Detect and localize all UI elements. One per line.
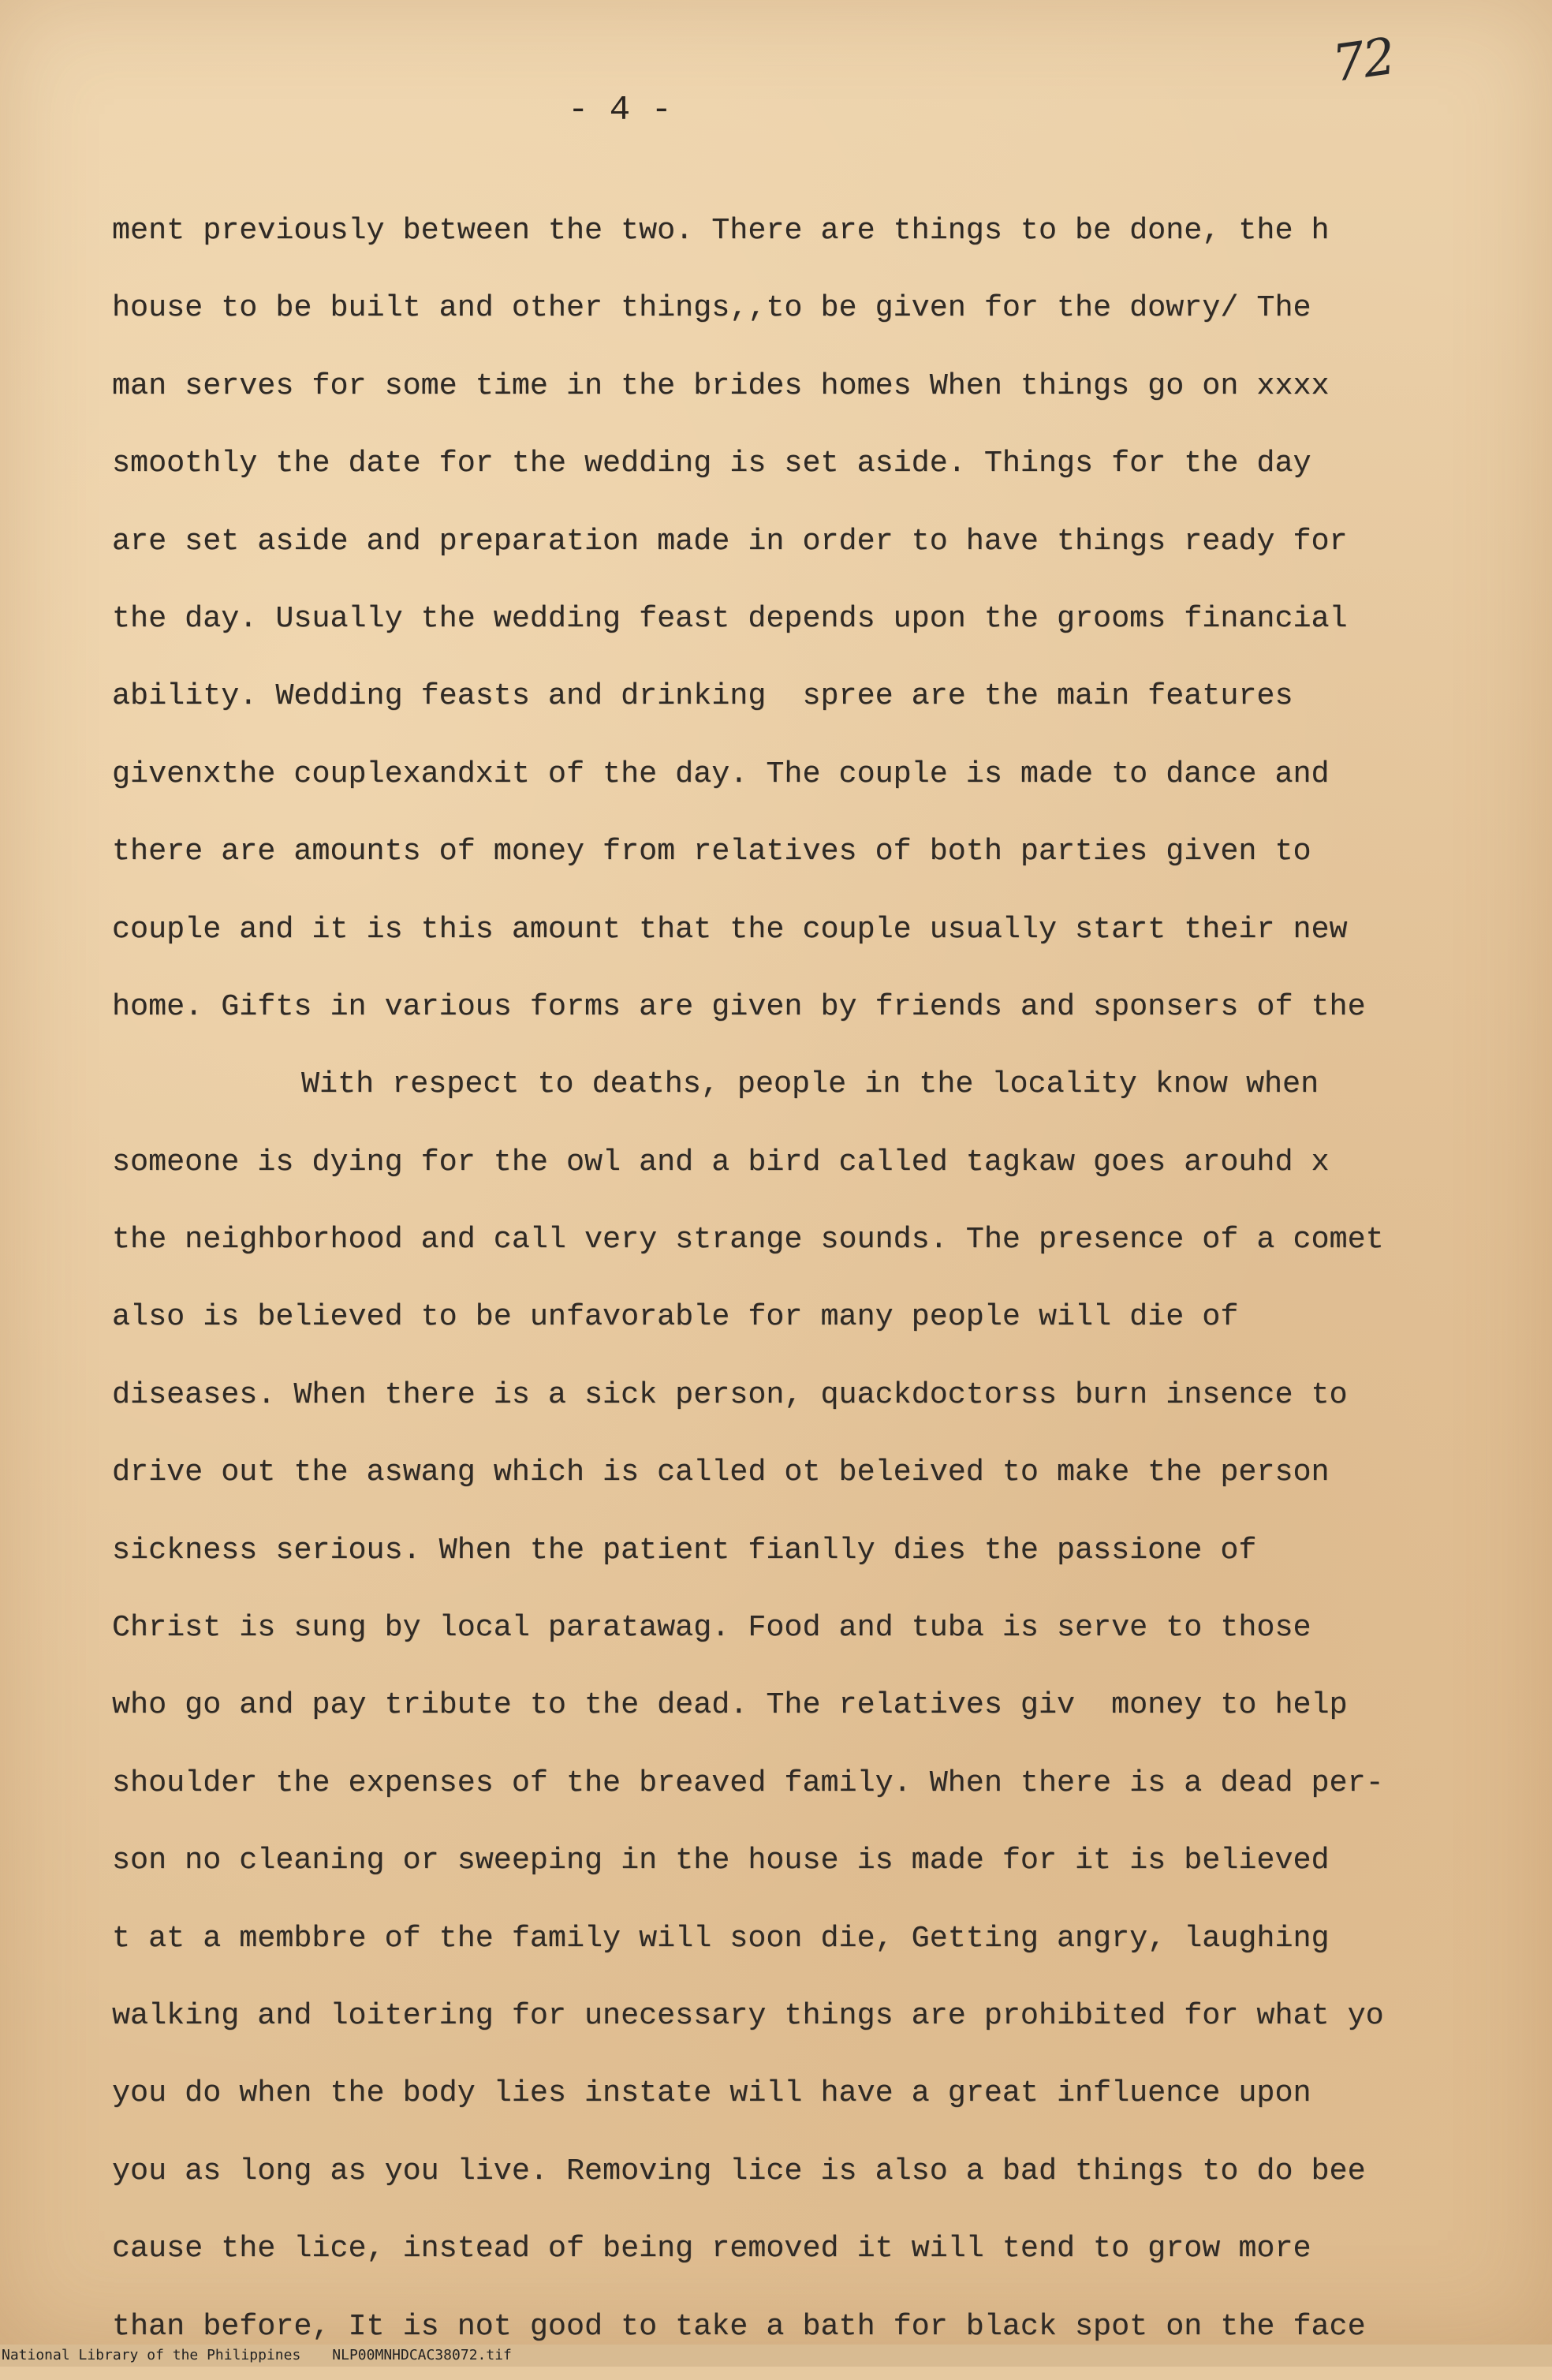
text-line: Christ is sung by local paratawag. Food and tuba is serve to those: [112, 1610, 1311, 1646]
text-line: man serves for some time in the brides homes When things go on xxxx: [112, 368, 1330, 403]
text-line: diseases. When there is a sick person, quackdoctorss burn insence to: [112, 1377, 1348, 1412]
text-line: sickness serious. When the patient fianlly dies the passione of: [112, 1532, 1257, 1567]
footer-library: National Library of the Philippines: [2, 2347, 301, 2363]
footer-filename: NLP00MNHDCAC38072.tif: [332, 2347, 512, 2363]
text-line: cause the lice, instead of being removed it will tend to grow more: [112, 2231, 1311, 2266]
text-line: home. Gifts in various forms are given by friends and sponsers of the: [112, 988, 1366, 1024]
text-line: givenxthe couplexandxit of the day. The couple is made to dance and: [112, 756, 1330, 791]
text-line-paragraph-start: With respect to deaths, people in the locality know when: [301, 1067, 1319, 1102]
text-line: walking and loitering for unecessary things are prohibited for what yo: [112, 1997, 1384, 2033]
text-line: ment previously between the two. There are things to be done, the h: [112, 213, 1330, 248]
text-line: someone is dying for the owl and a bird called tagkaw goes arouhd x: [112, 1144, 1330, 1179]
text-line: there are amounts of money from relatives of both parties given to: [112, 834, 1311, 869]
typed-body-text: [112, 207, 1468, 2380]
text-line: smoothly the date for the wedding is set aside. Things for the day: [112, 446, 1311, 481]
text-line: you do when the body lies instate will have a great influence upon: [112, 2075, 1311, 2111]
text-line: you as long as you live. Removing lice is also a bad things to do bee: [112, 2153, 1366, 2188]
text-line: the day. Usually the wedding feast depends upon the grooms financial: [112, 600, 1348, 636]
text-line: drive out the aswang which is called ot beleived to make the person: [112, 1455, 1330, 1490]
text-line: are set aside and preparation made in order to have things ready for: [112, 523, 1348, 559]
text-line: house to be built and other things,,to be given for the dowry/ The: [112, 290, 1311, 326]
page-number: - 4 -: [568, 91, 673, 130]
text-line: than before, It is not good to take a bath for black spot on the face: [112, 2308, 1366, 2344]
text-line: ability. Wedding feasts and drinking spree are the main features: [112, 678, 1293, 714]
text-line: couple and it is this amount that the couple usually start their new: [112, 911, 1348, 947]
folio-number: 72: [1329, 27, 1398, 95]
text-line: who go and pay tribute to the dead. The relatives giv money to help: [112, 1687, 1348, 1723]
text-line: son no cleaning or sweeping in the house is made for it is believed: [112, 1843, 1330, 1878]
text-line: shoulder the expenses of the breaved family. When there is a dead per-: [112, 1765, 1384, 1800]
text-line: also is believed to be unfavorable for many people will die of: [112, 1299, 1239, 1335]
text-line: the neighborhood and call very strange sounds. The presence of a comet: [112, 1222, 1384, 1257]
scan-footer: [0, 2345, 1552, 2367]
text-line: t at a membbre of the family will soon die, Getting angry, laughing: [112, 1920, 1330, 1956]
